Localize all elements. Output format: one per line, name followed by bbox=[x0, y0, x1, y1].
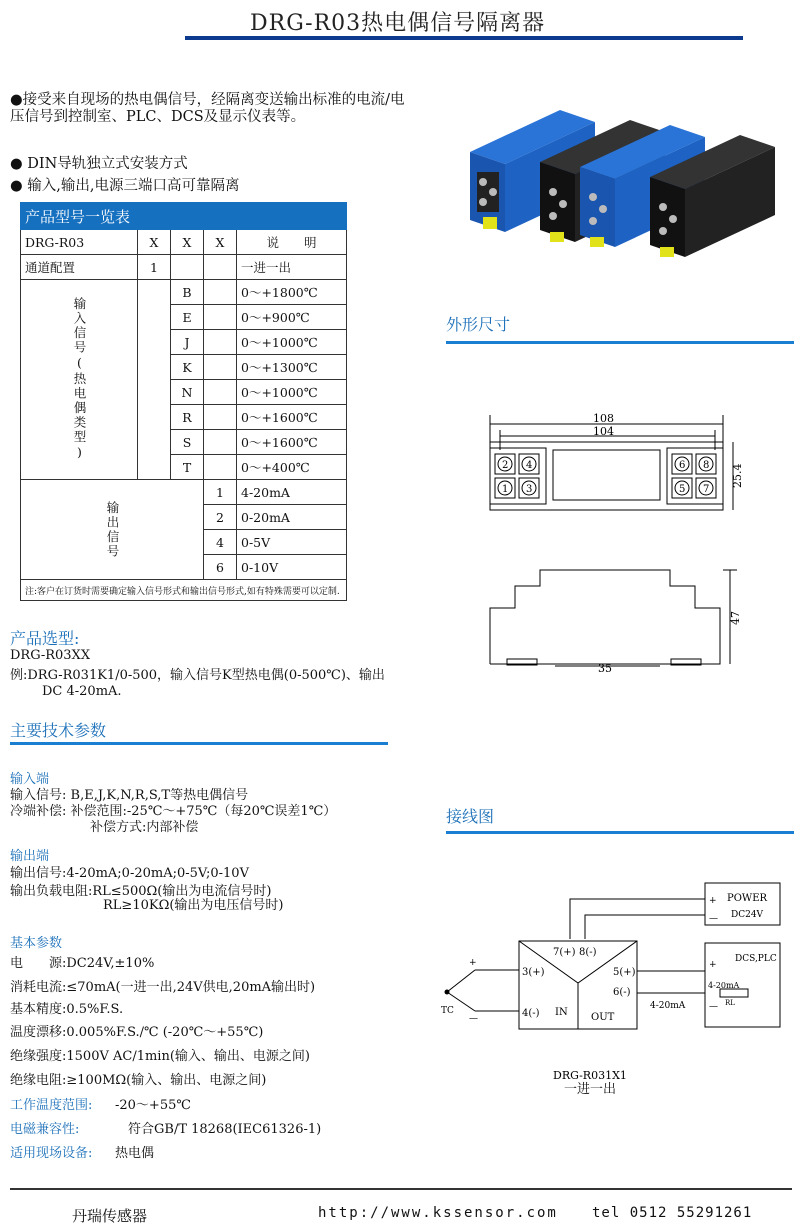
tc-plus: + bbox=[469, 958, 477, 968]
selection-example-2: DC 4-20mA. bbox=[42, 684, 122, 699]
insulation-resistance: 绝缘电阻:≥100MΩ(输入、输出、电源之间) bbox=[10, 1073, 267, 1088]
title-underline bbox=[185, 36, 743, 40]
terminal-label: 2 bbox=[502, 460, 509, 471]
col-desc: 说 明 bbox=[237, 230, 347, 255]
load-voltage: RL≥10KΩ(输出为电压信号时) bbox=[103, 898, 284, 913]
wiring-heading: 接线图 bbox=[446, 807, 495, 826]
input-desc: 0～+900℃ bbox=[237, 305, 347, 330]
product-photo bbox=[455, 92, 785, 267]
terminal-label: 7 bbox=[703, 484, 710, 495]
cjc-range: 冷端补偿: 补偿范围:-25℃～+75℃（每20℃误差1℃） bbox=[10, 804, 337, 819]
input-desc: 0～+1600℃ bbox=[237, 405, 347, 430]
footer-url[interactable]: http://www.kssensor.com bbox=[318, 1205, 558, 1221]
specs-heading: 主要技术参数 bbox=[10, 721, 107, 740]
cjc-method: 补偿方式:内部补偿 bbox=[90, 820, 199, 835]
output-desc: 0-5V bbox=[237, 530, 347, 555]
insulation-strength: 绝缘强度:1500V AC/1min(输入、输出、电源之间) bbox=[10, 1049, 310, 1064]
intro-bullet-2: ● DIN导轨独立式安装方式 bbox=[10, 156, 188, 172]
model-table-header: 产品型号一览表 bbox=[21, 203, 347, 230]
dimensions-rule bbox=[446, 341, 794, 344]
terminal-4: 4(-) bbox=[522, 1008, 540, 1019]
input-desc: 0～+1800℃ bbox=[237, 280, 347, 305]
power-label: POWER bbox=[727, 893, 768, 904]
input-signal: 输入信号: B,E,J,K,N,R,S,T等热电偶信号 bbox=[10, 788, 249, 803]
selection-example: 例:DRG-R031K1/0-500，输入信号K型热电偶(0-500℃)、输出 bbox=[10, 668, 385, 683]
terminal-label: 6 bbox=[679, 460, 686, 471]
input-code: S bbox=[171, 430, 204, 455]
selection-heading: 产品选型: bbox=[10, 629, 80, 648]
out-ma-label: 4-20mA bbox=[650, 1001, 686, 1011]
output-desc: 4-20mA bbox=[237, 480, 347, 505]
model-table bbox=[20, 202, 347, 601]
app-value: 热电偶 bbox=[115, 1146, 155, 1161]
input-label: 输入信号(热电偶类型) bbox=[72, 297, 87, 462]
output-signal: 输出信号:4-20mA;0-20mA;0-5V;0-10V bbox=[10, 866, 249, 881]
op-temp-label: 工作温度范围: bbox=[10, 1098, 93, 1113]
col-x1: X bbox=[138, 230, 171, 255]
basic-head: 基本参数 bbox=[10, 936, 63, 951]
terminal-label: 4 bbox=[526, 460, 533, 471]
model-table-note: 注:客户在订货时需要确定输入信号形式和输出信号形式,如有特殊需要可以定制. bbox=[21, 580, 347, 601]
col-x2: X bbox=[171, 230, 204, 255]
dcs-minus: — bbox=[709, 1002, 718, 1012]
wiring-caption-model: DRG-R031X1 bbox=[553, 1069, 627, 1082]
output-desc: 0-20mA bbox=[237, 505, 347, 530]
input-code: K bbox=[171, 355, 204, 380]
emc-value: 符合GB/T 18268(IEC61326-1) bbox=[128, 1122, 322, 1137]
channel-code: 1 bbox=[138, 255, 171, 280]
input-code: R bbox=[171, 405, 204, 430]
terminal-7: 7(+) bbox=[553, 947, 576, 958]
output-desc: 0-10V bbox=[237, 555, 347, 580]
terminal-3: 3(+) bbox=[522, 967, 545, 978]
input-desc: 0～+1000℃ bbox=[237, 380, 347, 405]
terminal-label: 5 bbox=[679, 484, 686, 495]
input-code: J bbox=[171, 330, 204, 355]
wiring-diagram bbox=[435, 875, 785, 1090]
op-temp-value: -20～+55℃ bbox=[115, 1098, 191, 1113]
tc-minus: — bbox=[469, 1014, 478, 1024]
output-label-cell bbox=[21, 480, 204, 580]
output-code: 4 bbox=[204, 530, 237, 555]
dim-35: 35 bbox=[598, 662, 612, 675]
app-label: 适用现场设备: bbox=[10, 1146, 93, 1161]
output-head: 输出端 bbox=[10, 849, 50, 864]
dcs-ma-label: 4-20mA bbox=[708, 981, 740, 990]
selection-model: DRG-R03XX bbox=[10, 648, 91, 663]
page-title: DRG-R03热电偶信号隔离器 bbox=[250, 11, 546, 36]
dimension-drawing bbox=[485, 410, 750, 680]
load-current: 输出负载电阻:RL≤500Ω(输出为电流信号时) bbox=[10, 884, 272, 899]
power-spec: 电 源:DC24V,±10% bbox=[10, 956, 155, 971]
dim-25-4: 25.4 bbox=[731, 463, 744, 488]
wiring-caption-mode: 一进一出 bbox=[564, 1082, 617, 1097]
footer-tel: tel 0512 55291261 bbox=[592, 1205, 753, 1221]
output-code: 1 bbox=[204, 480, 237, 505]
intro-bullet-3: ● 输入,输出,电源三端口高可靠隔离 bbox=[10, 178, 240, 194]
accuracy-spec: 基本精度:0.5%F.S. bbox=[10, 1002, 124, 1017]
rl-label: RL bbox=[725, 999, 735, 1007]
input-label-cell bbox=[21, 280, 138, 480]
output-label: 输出信号 bbox=[105, 500, 120, 559]
input-code: N bbox=[171, 380, 204, 405]
tc-label: TC bbox=[441, 1006, 454, 1016]
output-code: 6 bbox=[204, 555, 237, 580]
col-model: DRG-R03 bbox=[21, 230, 138, 255]
terminal-8: 8(-) bbox=[579, 947, 597, 958]
channel-desc: 一进一出 bbox=[237, 255, 347, 280]
output-code: 2 bbox=[204, 505, 237, 530]
drift-spec: 温度漂移:0.005%F.S./℃ (-20℃～+55℃) bbox=[10, 1025, 264, 1040]
input-desc: 0～+1300℃ bbox=[237, 355, 347, 380]
input-desc: 0～+1000℃ bbox=[237, 330, 347, 355]
input-code: T bbox=[171, 455, 204, 480]
dcs-plus: + bbox=[709, 960, 717, 970]
dcs-label: DCS,PLC bbox=[735, 954, 777, 964]
power-minus: — bbox=[709, 914, 718, 924]
dc24v-label: DC24V bbox=[731, 910, 764, 920]
terminal-5: 5(+) bbox=[613, 967, 636, 978]
input-desc: 0～+400℃ bbox=[237, 455, 347, 480]
out-label: OUT bbox=[591, 1012, 615, 1023]
specs-rule bbox=[10, 742, 388, 745]
input-code: B bbox=[171, 280, 204, 305]
channel-label: 通道配置 bbox=[21, 255, 138, 280]
dimensions-heading: 外形尺寸 bbox=[446, 315, 511, 334]
input-desc: 0～+1600℃ bbox=[237, 430, 347, 455]
dim-47: 47 bbox=[729, 611, 742, 625]
footer-rule bbox=[10, 1188, 792, 1190]
terminal-label: 1 bbox=[502, 484, 509, 495]
terminal-label: 8 bbox=[703, 460, 710, 471]
consumption-spec: 消耗电流:≤70mA(一进一出,24V供电,20mA输出时) bbox=[10, 980, 316, 995]
power-plus: + bbox=[709, 896, 717, 906]
input-head: 输入端 bbox=[10, 772, 50, 787]
dim-108: 108 bbox=[593, 412, 614, 425]
terminal-label: 3 bbox=[526, 484, 533, 495]
col-x3: X bbox=[204, 230, 237, 255]
intro-bullet-1: ●接受来自现场的热电偶信号，经隔离变送输出标准的电流/电压信号到控制室、PLC、DCS及显示仪表等。 bbox=[10, 92, 405, 125]
footer-company: 丹瑞传感器 bbox=[72, 1207, 148, 1225]
emc-label: 电磁兼容性: bbox=[10, 1122, 80, 1137]
dim-104: 104 bbox=[593, 425, 614, 438]
terminal-6: 6(-) bbox=[613, 987, 631, 998]
in-label: IN bbox=[555, 1007, 568, 1018]
input-code: E bbox=[171, 305, 204, 330]
wiring-rule bbox=[446, 831, 794, 834]
